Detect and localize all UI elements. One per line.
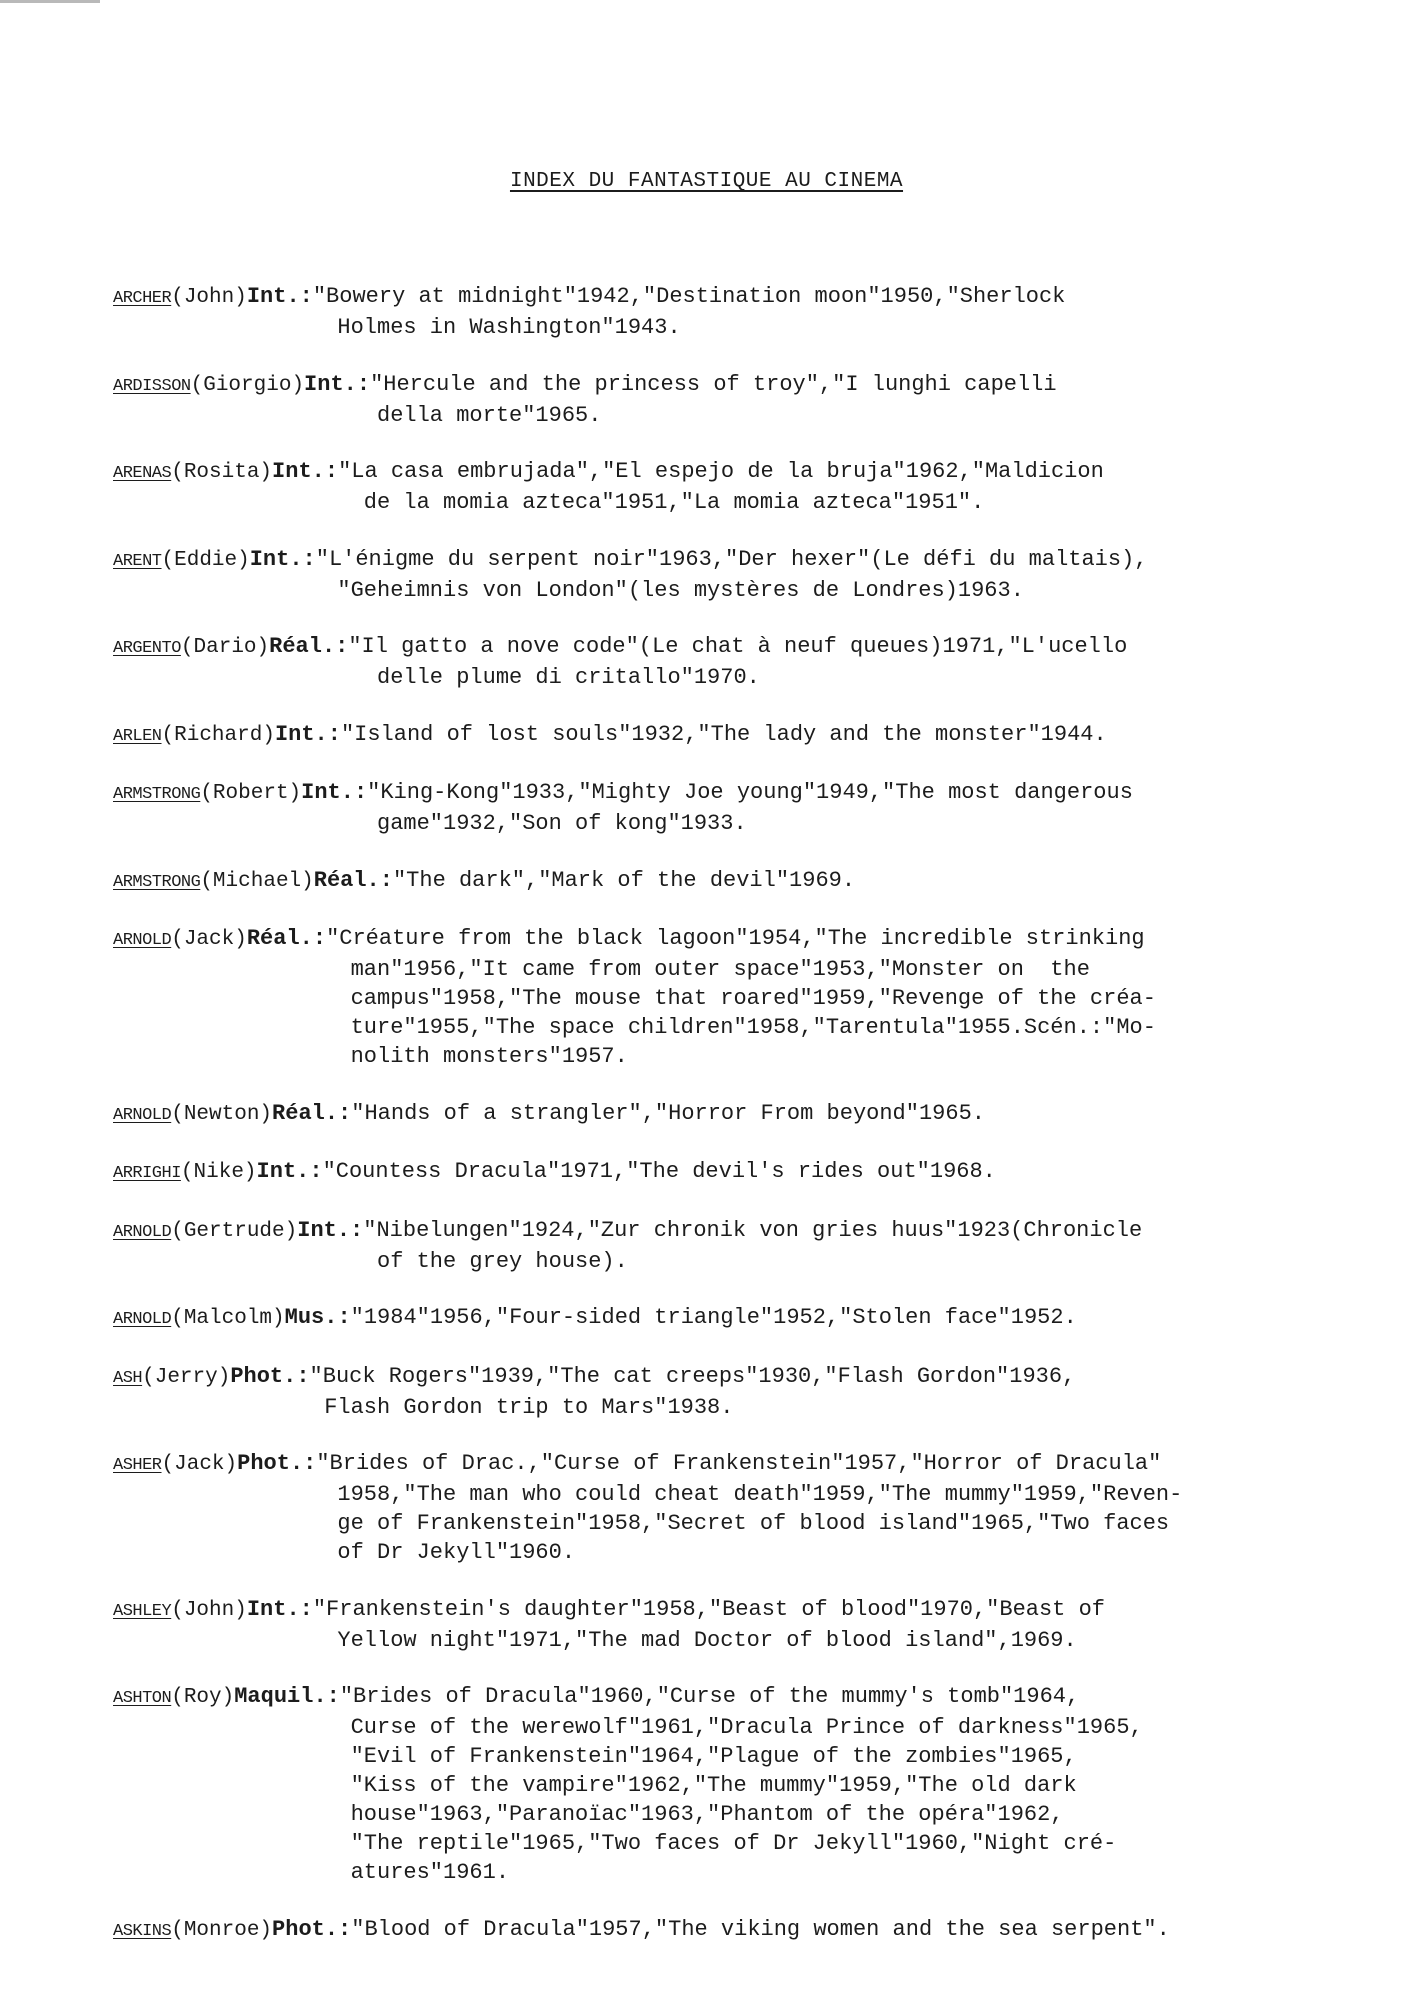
index-entry <box>113 1303 1343 1334</box>
entry-given-name: (John) <box>171 1598 247 1622</box>
entry-first-line <box>113 1099 1343 1130</box>
index-entry <box>113 282 1343 342</box>
entry-first-line <box>113 632 1343 663</box>
entry-role: Int.: <box>301 780 368 805</box>
entry-surname: ARDISSON <box>113 376 191 396</box>
entry-role: Phot.: <box>272 1916 352 1942</box>
entry-given-name: (Newton) <box>171 1102 273 1126</box>
entry-role: Int.: <box>274 721 341 747</box>
entry-continuation-line: Holmes in Washington"1943. <box>337 315 681 340</box>
entry-titles: "Brides of Dracula"1960,"Curse of the mummy's tomb"1964, <box>339 1684 1080 1709</box>
entry-given-name: (Jack) <box>161 1453 238 1476</box>
entry-surname: ARNOLD <box>113 1222 172 1242</box>
entry-continuation-line: of the grey house). <box>377 1248 628 1274</box>
entry-role: Phot.: <box>230 1363 310 1389</box>
entry-titles: "1984"1956,"Four-sided triangle"1952,"Stolen face"1952. <box>350 1305 1077 1330</box>
entry-continuation-line: Yellow night"1971,"The mad Doctor of blood island",1969. <box>337 1627 1077 1653</box>
entry-titles: "Countess Dracula"1971,"The devil's rides out"1968. <box>322 1159 996 1184</box>
entry-given-name: (Monroe) <box>171 1918 273 1942</box>
entry-titles: "Island of lost souls"1932,"The lady and the monster"1944. <box>340 721 1107 747</box>
index-entry <box>113 1157 1343 1188</box>
entry-first-line <box>113 924 1343 955</box>
entry-titles: "Hands of a strangler","Horror From beyond"1965. <box>351 1100 985 1126</box>
index-entry <box>113 924 1343 1071</box>
entry-continuation-line: game"1932,"Son of kong"1933. <box>377 811 747 836</box>
entry-given-name: (John) <box>171 286 247 309</box>
index-entry <box>113 545 1343 605</box>
index-entry <box>113 1216 1343 1276</box>
entry-surname: ARNOLD <box>113 1105 172 1125</box>
entry-titles: "Brides of Drac.,"Curse of Frankenstein"1957,"Horror of Dracula" <box>316 1451 1162 1476</box>
entry-continuation-line: Curse of the werewolf"1961,"Dracula Prince of darkness"1965, <box>350 1715 1143 1740</box>
entry-titles: "La casa embrujada","El espejo de la bruja"1962,"Maldicion <box>338 459 1104 484</box>
entry-titles: "Blood of Dracula"1957,"The viking women and the sea serpent". <box>351 1916 1170 1942</box>
entry-first-line <box>113 457 1343 488</box>
entry-continuation-line: house"1963,"Paranoïac"1963,"Phantom of the opéra"1962, <box>350 1802 1064 1827</box>
entry-surname: ARENAS <box>113 464 172 483</box>
entry-given-name: (Richard) <box>161 723 275 747</box>
entry-first-line <box>113 1682 1343 1713</box>
entry-first-line <box>113 1362 1343 1393</box>
entry-given-name: (Eddie) <box>161 548 250 572</box>
entry-given-name: (Gertrude) <box>171 1219 298 1243</box>
entry-continuation-line: of Dr Jekyll"1960. <box>337 1540 576 1565</box>
index-entry <box>113 1099 1343 1130</box>
entry-surname: ARMSTRONG <box>113 785 201 804</box>
entry-role: Réal.: <box>246 926 327 951</box>
entry-continuation-line: ge of Frankenstein"1958,"Secret of blood island"1965,"Two faces <box>337 1511 1170 1536</box>
entry-first-line <box>113 1303 1343 1334</box>
entry-titles: "Bowery at midnight"1942,"Destination moon"1950,"Sherlock <box>312 284 1066 309</box>
entry-surname: ARLEN <box>113 726 162 746</box>
entry-first-line <box>113 866 1343 897</box>
entry-role: Int.: <box>297 1217 364 1243</box>
entry-surname: ASKINS <box>113 1921 172 1941</box>
entry-surname: ASHLEY <box>113 1601 172 1621</box>
entry-surname: ARGENTO <box>113 639 181 658</box>
entry-given-name: (Michael) <box>200 869 314 893</box>
index-entry <box>113 720 1343 751</box>
entry-continuation-line: delle plume di critallo"1970. <box>377 665 760 690</box>
entry-surname: ARNOLD <box>113 931 172 950</box>
entry-role: Mus.: <box>284 1305 351 1330</box>
entry-role: Int.: <box>246 284 313 309</box>
entry-given-name: (Rosita) <box>171 461 273 484</box>
page-title-text: INDEX DU FANTASTIQUE AU CINEMA <box>509 170 904 193</box>
entry-surname: ASHER <box>113 1456 162 1475</box>
entry-surname: ARNOLD <box>113 1310 172 1329</box>
index-entry <box>113 1449 1343 1567</box>
entry-continuation-line: "Geheimnis von London"(les mystères de Londres)1963. <box>337 577 1024 603</box>
entry-titles: "Nibelungen"1924,"Zur chronik von gries huus"1923(Chronicle <box>363 1217 1143 1243</box>
entry-titles: "The dark","Mark of the devil"1969. <box>392 867 856 893</box>
entry-continuation-line: campus"1958,"The mouse that roared"1959,"Revenge of the créa- <box>350 986 1156 1011</box>
index-entry <box>113 632 1343 692</box>
entry-titles: "King-Kong"1933,"Mighty Joe young"1949,"The most dangerous <box>367 780 1133 805</box>
entry-surname: ARMSTRONG <box>113 872 201 892</box>
entry-given-name: (Giorgio) <box>190 373 305 397</box>
entry-first-line <box>113 1157 1343 1188</box>
entry-first-line <box>113 778 1343 809</box>
entry-continuation-line: "Kiss of the vampire"1962,"The mummy"1959,"The old dark <box>350 1773 1077 1798</box>
entry-role: Int.: <box>256 1159 323 1184</box>
entry-role: Réal.: <box>269 634 349 659</box>
entry-role: Int.: <box>246 1596 313 1622</box>
entry-role: Réal.: <box>313 867 393 893</box>
entry-first-line <box>113 720 1343 751</box>
index-entry <box>113 866 1343 897</box>
entry-first-line <box>113 545 1343 576</box>
index-entry <box>113 778 1343 838</box>
entry-continuation-line: "Evil of Frankenstein"1964,"Plague of the zombies"1965, <box>350 1744 1077 1769</box>
entry-given-name: (Robert) <box>200 782 302 805</box>
entry-surname: ARRIGHI <box>113 1164 181 1183</box>
entry-continuation-line: "The reptile"1965,"Two faces of Dr Jekyll"1960,"Night cré- <box>350 1831 1117 1856</box>
index-entry <box>113 1682 1343 1887</box>
entry-titles: "Hercule and the princess of troy","I lunghi capelli <box>370 371 1057 397</box>
index-entry <box>113 1915 1343 1946</box>
entry-role: Réal.: <box>272 1100 352 1126</box>
entry-role: Int.: <box>304 371 371 397</box>
entry-continuation-line: della morte"1965. <box>377 402 602 428</box>
entry-role: Maquil.: <box>234 1684 340 1709</box>
page-title <box>0 170 1413 193</box>
entry-titles: "L'énigme du serpent noir"1963,"Der hexer"(Le défi du maltais), <box>315 546 1148 572</box>
entry-surname: ASH <box>113 1368 143 1388</box>
entry-given-name: (Jack) <box>171 928 247 951</box>
entry-continuation-line: de la momia azteca"1951,"La momia azteca"1951". <box>363 490 985 515</box>
entry-continuation-line: nolith monsters"1957. <box>350 1044 628 1069</box>
index-entry <box>113 1595 1343 1655</box>
entry-first-line <box>113 1915 1343 1946</box>
entry-titles: "Créature from the black lagoon"1954,"The incredible strinking <box>326 926 1145 951</box>
entry-titles: "Buck Rogers"1939,"The cat creeps"1930,"Flash Gordon"1936, <box>309 1363 1076 1389</box>
index-entry <box>113 1362 1343 1422</box>
entry-given-name: (Malcolm) <box>171 1307 285 1330</box>
entry-first-line <box>113 282 1343 313</box>
index-entry <box>113 370 1343 430</box>
entry-continuation-line: man"1956,"It came from outer space"1953,"Monster on the <box>350 957 1090 982</box>
entry-titles: "Il gatto a nove code"(Le chat à neuf queues)1971,"L'ucello <box>348 634 1128 659</box>
entry-surname: ARCHER <box>113 289 172 308</box>
entry-surname: ASHTON <box>113 1689 172 1708</box>
index-entries <box>113 282 1343 1973</box>
scan-edge-mark <box>0 0 100 3</box>
entry-first-line <box>113 1216 1343 1247</box>
entry-first-line <box>113 1595 1343 1626</box>
entry-titles: "Frankenstein's daughter"1958,"Beast of blood"1970,"Beast of <box>312 1596 1105 1622</box>
entry-given-name: (Jerry) <box>142 1365 231 1389</box>
entry-continuation-line: Flash Gordon trip to Mars"1938. <box>324 1394 734 1420</box>
entry-continuation-line: ture"1955,"The space children"1958,"Tarentula"1955.Scén.:"Mo- <box>350 1015 1156 1040</box>
entry-first-line <box>113 370 1343 401</box>
entry-continuation-line: atures"1961. <box>350 1860 510 1885</box>
entry-role: Int.: <box>249 546 316 572</box>
entry-role: Phot.: <box>237 1451 317 1476</box>
entry-given-name: (Roy) <box>171 1686 235 1709</box>
entry-surname: ARENT <box>113 551 162 571</box>
entry-given-name: (Dario) <box>180 636 270 659</box>
index-entry <box>113 457 1343 517</box>
entry-given-name: (Nike) <box>180 1161 257 1184</box>
entry-role: Int.: <box>272 459 339 484</box>
entry-continuation-line: 1958,"The man who could cheat death"1959,"The mummy"1959,"Reven- <box>337 1482 1183 1507</box>
entry-first-line <box>113 1449 1343 1480</box>
